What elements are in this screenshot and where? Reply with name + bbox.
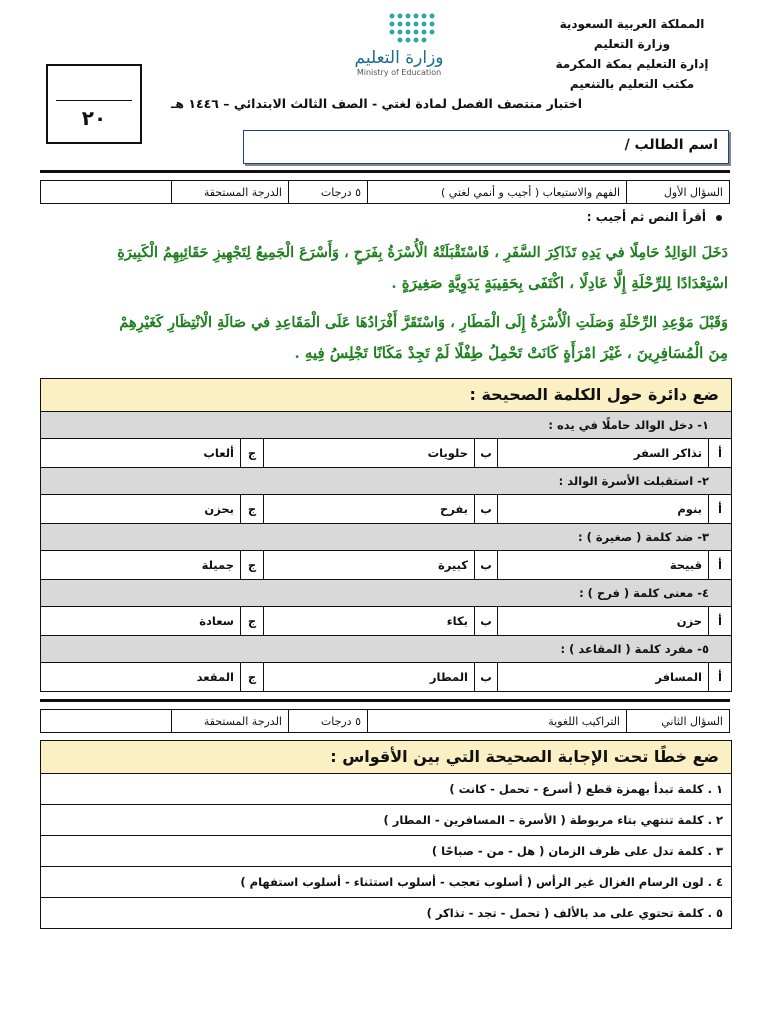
section2-marks: ٥ درجات — [288, 710, 367, 732]
passage-line: دَخَلَ الوَالِدُ حَامِلًا في يَدِهِ تَذَاكِرَ السَّفَرِ ، فَاسْتَقْبَلَتْهُ الْأُسْرَةُ بِفَرَحٍ ، وَأَسْرَعَ الْجَمِيعُ لِتَجْهِيزِ حَقَائِبِهِمُ الْكَبِيرَةِ — [117, 244, 728, 261]
option-letter: أ — [708, 663, 731, 691]
logo-arabic-text: وزارة التعليم — [354, 48, 444, 68]
item4-stem: ٤- معنى كلمة ( فرح ) : — [41, 580, 731, 607]
option-letter: ب — [474, 495, 497, 523]
option-a[interactable]: قبيحة — [497, 551, 708, 579]
logo-english-text: Ministry of Education — [356, 68, 442, 77]
option-a[interactable]: حزن — [497, 607, 708, 635]
section1-earned-cell[interactable] — [41, 181, 171, 203]
ministry-logo — [330, 8, 470, 78]
section2-earned-cell[interactable] — [41, 710, 171, 732]
section-divider — [40, 699, 730, 702]
item1-stem: ١- دخل الوالد حاملًا في يده : — [41, 412, 731, 439]
reading-passage-para1 — [38, 238, 728, 298]
section1-marks: ٥ درجات — [288, 181, 367, 203]
question2-title: ضع خطًا تحت الإجابة الصحيحة التي بين الأقواس : — [41, 741, 731, 774]
question1-table — [40, 378, 732, 692]
item4-options — [41, 607, 731, 636]
item2-options — [41, 495, 731, 524]
option-c[interactable]: ألعاب — [203, 446, 234, 460]
option-b[interactable]: كبيرة — [263, 551, 474, 579]
passage-line: وَقَبْلَ مَوْعِدِ الرِّحْلَةِ وَصَلَتِ الْأُسْرَةُ إِلَى الْمَطَارِ ، وَاسْتَقَرَّ أَفْرَادُهَا عَلَى الْمَقَاعِدِ في صَالَةِ الْانْتِظَارِ كَغَيْرِهِمْ — [119, 314, 728, 331]
item2-stem: ٢- استقبلت الأسرة الوالد : — [41, 468, 731, 495]
item5-options — [41, 663, 731, 691]
option-letter: أ — [708, 551, 731, 579]
reading-passage-para2 — [38, 308, 728, 368]
section1-skill: الفهم والاستيعاب ( أجيب و أنمي لغتي ) — [367, 181, 626, 203]
total-score: ٢٠ — [81, 106, 107, 130]
ministry-header — [532, 14, 732, 94]
instruction-text: أقرأ النص ثم أجيب : — [586, 210, 706, 224]
section1-question-label: السؤال الأول — [626, 181, 729, 203]
option-b[interactable]: بكاء — [263, 607, 474, 635]
score-line — [56, 100, 132, 101]
header-line: إدارة التعليم بمكة المكرمة — [555, 57, 709, 71]
option-letter: ج — [240, 607, 263, 635]
option-a[interactable]: تذاكر السفر — [497, 439, 708, 467]
student-name-label: اسم الطالب / — [624, 137, 718, 153]
item5-stem: ٥- مفرد كلمة ( المقاعد ) : — [41, 636, 731, 663]
q2-item-2[interactable]: ٢ . كلمة تنتهي بتاء مربوطة ( الأسرة – المسافرين - المطار ) — [41, 805, 731, 836]
option-letter: ج — [240, 551, 263, 579]
q2-item-1[interactable]: ١ . كلمة تبدأ بهمزة قطع ( أسرع - تحمل - كانت ) — [41, 774, 731, 805]
header-divider — [40, 170, 730, 173]
section2-question-label: السؤال الثاني — [626, 710, 729, 732]
option-letter: ج — [240, 663, 263, 691]
option-c[interactable]: المقعد — [196, 670, 234, 684]
option-letter: أ — [708, 495, 731, 523]
option-letter: ب — [474, 663, 497, 691]
option-letter: أ — [708, 439, 731, 467]
option-c[interactable]: بحزن — [204, 502, 234, 516]
option-a[interactable]: المسافر — [497, 663, 708, 691]
section2-header — [40, 709, 730, 733]
option-letter: ج — [240, 439, 263, 467]
option-c[interactable]: جميلة — [201, 558, 234, 572]
option-a[interactable]: بنوم — [497, 495, 708, 523]
option-b[interactable]: المطار — [263, 663, 474, 691]
question2-table — [40, 740, 732, 929]
option-letter: أ — [708, 607, 731, 635]
reading-instruction — [587, 210, 722, 224]
q2-item-3[interactable]: ٣ . كلمة تدل على ظرف الزمان ( هل - من - صباحًا ) — [41, 836, 731, 867]
item1-options — [41, 439, 731, 468]
section2-earned-label: الدرجة المستحقة — [171, 710, 288, 732]
option-b[interactable]: حلويات — [263, 439, 474, 467]
section2-skill: التراكيب اللغوية — [367, 710, 626, 732]
option-letter: ب — [474, 607, 497, 635]
student-name-field[interactable] — [243, 130, 729, 164]
item3-options — [41, 551, 731, 580]
q2-item-4[interactable]: ٤ . لون الرسام الغزال غير الرأس ( أسلوب تعجب - أسلوب استثناء - أسلوب استفهام ) — [41, 867, 731, 898]
item3-stem: ٣- ضد كلمة ( صغيرة ) : — [41, 524, 731, 551]
header-line: مكتب التعليم بالتنعيم — [569, 77, 695, 91]
total-score-box — [46, 64, 142, 144]
passage-line: مِنَ الْمُسَافِرِينَ ، غَيْرَ امْرَأَةٍ كَانَتْ تَحْمِلُ طِفْلًا لَمْ تَجِدْ مَكَانًا تَجْلِسُ فِيهِ . — [294, 344, 728, 362]
section1-earned-label: الدرجة المستحقة — [171, 181, 288, 203]
option-letter: ب — [474, 439, 497, 467]
passage-line: اسْتِعْدَادًا لِلرِّحْلَةِ إِلَّا عَادِلًا ، اكْتَفَى بِحَقِيبَةٍ يَدَوِيَّةٍ صَغِيرَةٍ . — [391, 274, 728, 292]
exam-title: اختبار منتصف الفصل لمادة لغتي - الصف الثالث الابتدائي – ١٤٤٦ هـ — [171, 96, 582, 111]
option-b[interactable]: بفرح — [263, 495, 474, 523]
bullet-icon — [716, 215, 722, 221]
header-line: المملكة العربية السعودية — [559, 17, 705, 31]
option-letter: ب — [474, 551, 497, 579]
option-c[interactable]: سعادة — [199, 614, 234, 628]
q2-item-5[interactable]: ٥ . كلمة تحتوي على مد بالألف ( تحمل - تجد - تذاكر ) — [426, 906, 723, 920]
section1-header — [40, 180, 730, 204]
header-line: وزارة التعليم — [593, 37, 671, 51]
question1-title: ضع دائرة حول الكلمة الصحيحة : — [41, 379, 731, 412]
option-letter: ج — [240, 495, 263, 523]
logo-dots-icon — [330, 8, 470, 50]
